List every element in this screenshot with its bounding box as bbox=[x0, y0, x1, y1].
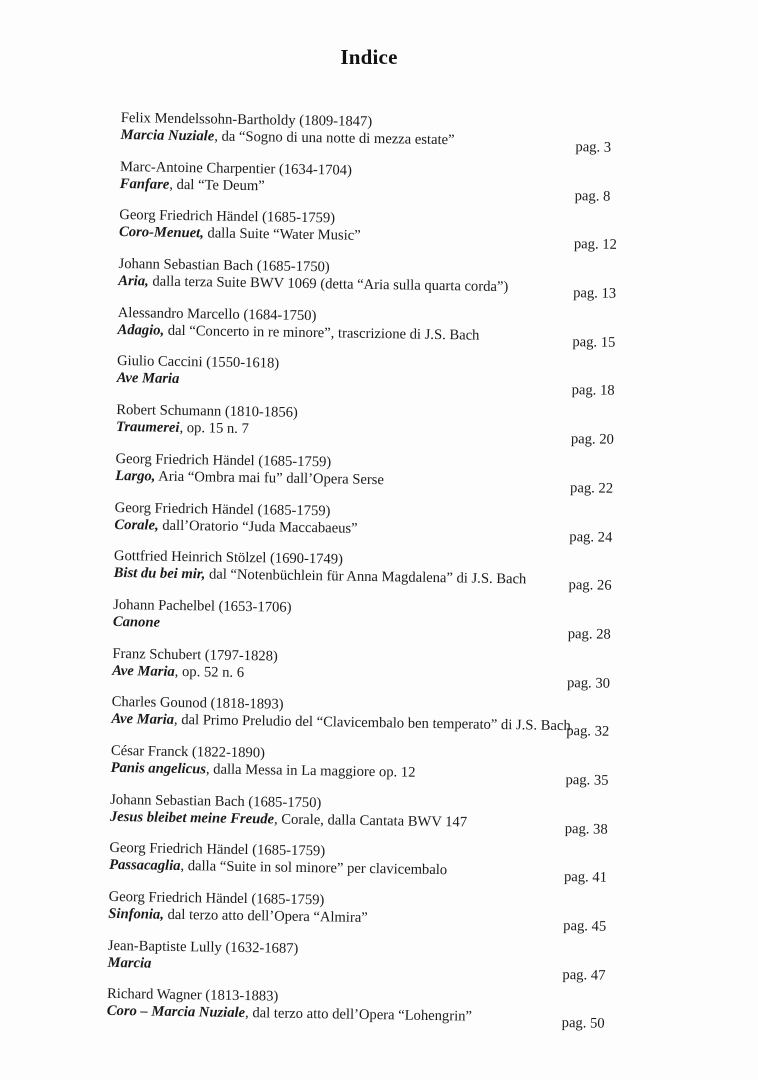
work-detail: , dal “Te Deum” bbox=[169, 176, 265, 194]
page-reference: pag. 26 bbox=[568, 577, 612, 594]
work-detail: dal terzo atto dell’Opera “Almira” bbox=[163, 906, 368, 926]
page-reference: pag. 24 bbox=[569, 528, 613, 546]
toc-entry bbox=[118, 256, 639, 313]
page-reference: pag. 38 bbox=[564, 820, 608, 838]
work-line bbox=[107, 1003, 472, 1026]
work-line bbox=[119, 224, 361, 245]
work-line bbox=[115, 468, 384, 489]
composer-name: Marc-Antoine Charpentier (1634-1704) bbox=[119, 158, 353, 179]
work-title: Ave Maria bbox=[111, 711, 175, 729]
work-title: Aria, bbox=[118, 273, 149, 290]
toc-entry bbox=[120, 110, 641, 167]
toc-entry bbox=[110, 743, 631, 800]
work-title: Marcia Nuziale bbox=[120, 126, 215, 145]
toc-entry bbox=[113, 597, 634, 654]
toc-entry bbox=[111, 694, 632, 751]
table-of-contents bbox=[106, 110, 640, 1043]
composer-name: César Franck (1822-1890) bbox=[110, 742, 266, 762]
page-reference: pag. 28 bbox=[567, 625, 611, 643]
work-title: Marcia bbox=[107, 954, 152, 972]
page-reference: pag. 20 bbox=[570, 431, 614, 448]
composer-name: Johann Sebastian Bach (1685-1750) bbox=[110, 791, 322, 811]
work-line bbox=[120, 127, 454, 149]
toc-entry bbox=[109, 840, 630, 897]
work-title: Adagio, bbox=[117, 321, 165, 339]
work-line bbox=[111, 760, 416, 782]
work-line bbox=[109, 857, 447, 879]
work-title: Ave Maria bbox=[116, 370, 180, 388]
composer-name: Georg Friedrich Händel (1685-1759) bbox=[114, 499, 331, 519]
work-title: Bist du bei mir, bbox=[113, 565, 206, 583]
toc-entry bbox=[108, 889, 629, 946]
toc-entry bbox=[117, 305, 638, 362]
page-reference: pag. 45 bbox=[563, 918, 607, 935]
page-reference: pag. 3 bbox=[575, 139, 612, 156]
work-detail: , op. 15 n. 7 bbox=[179, 420, 249, 438]
composer-name: Robert Schumann (1810-1856) bbox=[116, 402, 298, 421]
page-reference: pag. 18 bbox=[571, 382, 615, 400]
work-detail: , dal terzo atto dell’Opera “Lohengrin” bbox=[244, 1005, 473, 1025]
toc-entry bbox=[116, 402, 637, 459]
work-detail: dall’Oratorio “Juda Maccabaeus” bbox=[158, 517, 358, 537]
work-line bbox=[117, 322, 479, 345]
work-line bbox=[114, 565, 527, 588]
page-reference: pag. 35 bbox=[565, 772, 609, 789]
toc-entry bbox=[114, 499, 635, 556]
page-reference: pag. 41 bbox=[563, 869, 608, 887]
composer-name: Johann Sebastian Bach (1685-1750) bbox=[118, 256, 330, 276]
composer-name: Richard Wagner (1813-1883) bbox=[106, 986, 279, 1005]
work-line bbox=[120, 176, 265, 195]
work-line bbox=[113, 614, 160, 632]
work-title: Canone bbox=[112, 613, 161, 631]
toc-entry bbox=[106, 986, 627, 1043]
composer-name: Franz Schubert (1797-1828) bbox=[112, 645, 278, 665]
work-detail: , Corale, dalla Cantata BWV 147 bbox=[273, 811, 468, 831]
work-line bbox=[117, 370, 180, 388]
work-detail: , dalla “Suite in sol minore” per clavicembalo bbox=[180, 858, 448, 879]
work-detail: dal “Concerto in re minore”, trascrizione di J.S. Bach bbox=[164, 322, 480, 344]
toc-entry bbox=[115, 451, 636, 508]
page-title: Indice bbox=[340, 45, 398, 69]
page-reference: pag. 15 bbox=[572, 333, 616, 351]
work-line bbox=[110, 809, 467, 832]
work-line bbox=[112, 662, 244, 681]
work-line bbox=[118, 273, 508, 296]
page-reference: pag. 50 bbox=[561, 1015, 605, 1033]
work-title: Sinfonia, bbox=[108, 905, 165, 923]
page-reference: pag. 13 bbox=[573, 285, 617, 302]
work-detail: , dalla Messa in La maggiore op. 12 bbox=[205, 761, 416, 781]
toc-entry bbox=[112, 645, 633, 702]
work-line bbox=[107, 955, 151, 973]
work-title: Traumerei bbox=[115, 419, 180, 437]
work-title: Ave Maria bbox=[112, 662, 175, 680]
page-reference: pag. 47 bbox=[562, 966, 606, 984]
toc-entry bbox=[113, 548, 634, 605]
work-detail: dalla terza Suite BWV 1069 (detta “Aria sulla quarta corda”) bbox=[148, 273, 509, 296]
composer-name: Georg Friedrich Händel (1685-1759) bbox=[108, 888, 325, 909]
composer-name: Charles Gounod (1818-1893) bbox=[111, 694, 284, 713]
composer-name: Alessandro Marcello (1684-1750) bbox=[117, 304, 317, 324]
work-line bbox=[111, 711, 571, 735]
composer-name: Gottfried Heinrich Stölzel (1690-1749) bbox=[113, 548, 344, 568]
toc-entry bbox=[116, 353, 637, 410]
work-line bbox=[116, 419, 249, 438]
page-reference: pag. 12 bbox=[573, 236, 618, 254]
toc-entry bbox=[110, 792, 631, 849]
composer-name: Johann Pachelbel (1653-1706) bbox=[113, 596, 292, 616]
work-detail: dal “Notenbüchlein für Anna Magdalena” di J.S. Bach bbox=[205, 566, 527, 588]
work-title: Passacaglia bbox=[109, 857, 181, 875]
work-detail: Aria “Ombra mai fu” dall’Opera Serse bbox=[155, 468, 385, 488]
work-title: Largo, bbox=[115, 467, 156, 485]
composer-name: Georg Friedrich Händel (1685-1759) bbox=[115, 450, 332, 471]
work-detail: , op. 52 n. 6 bbox=[174, 663, 245, 681]
work-line bbox=[108, 906, 368, 927]
toc-entry bbox=[119, 207, 640, 264]
work-line bbox=[114, 516, 357, 537]
work-detail: , da “Sogno di una notte di mezza estate” bbox=[214, 128, 455, 149]
composer-name: Georg Friedrich Händel (1685-1759) bbox=[119, 207, 336, 227]
work-title: Coro – Marcia Nuziale bbox=[106, 1003, 246, 1022]
work-detail: dalla Suite “Water Music” bbox=[203, 225, 361, 245]
work-title: Panis angelicus bbox=[110, 759, 207, 778]
work-detail: , dal Primo Preludio del “Clavicembalo ben temperato” di J.S. Bach bbox=[173, 712, 571, 735]
page-reference: pag. 32 bbox=[566, 723, 610, 740]
composer-name: Jean-Baptiste Lully (1632-1687) bbox=[107, 937, 299, 957]
composer-name: Giulio Caccini (1550-1618) bbox=[116, 353, 280, 372]
page-reference: pag. 8 bbox=[574, 187, 611, 205]
page-reference: pag. 30 bbox=[566, 674, 611, 692]
work-title: Corale, bbox=[114, 516, 159, 534]
composer-name: Felix Mendelssohn-Bartholdy (1809-1847) bbox=[120, 110, 373, 130]
work-title: Fanfare bbox=[119, 175, 170, 193]
composer-name: Georg Friedrich Händel (1685-1759) bbox=[109, 840, 326, 860]
work-title: Coro-Menuet, bbox=[118, 224, 204, 242]
work-title: Jesus bleibet meine Freude bbox=[109, 808, 275, 828]
toc-entry bbox=[119, 159, 640, 216]
toc-entry bbox=[107, 938, 628, 995]
page-reference: pag. 22 bbox=[569, 479, 614, 497]
